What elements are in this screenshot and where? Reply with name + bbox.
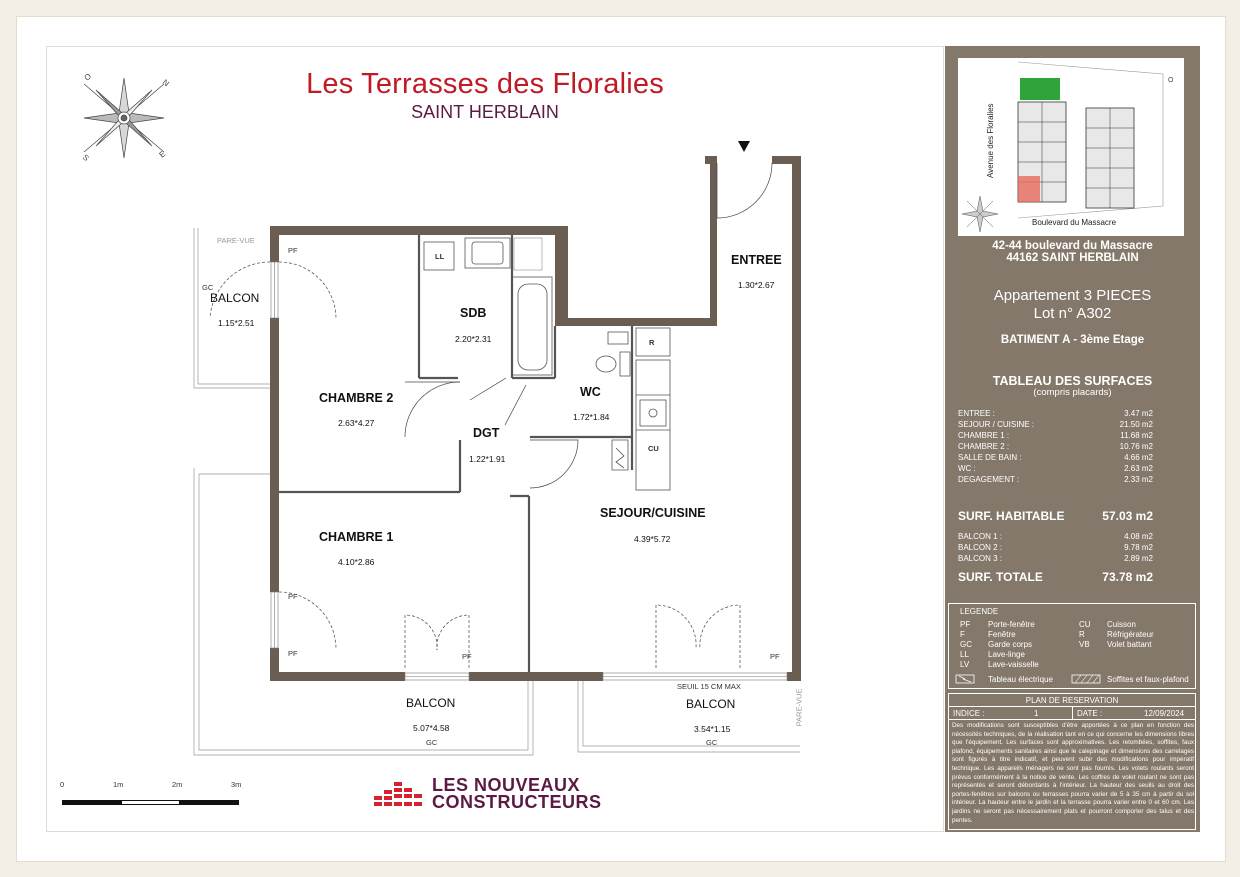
- legend-code: GC: [960, 640, 972, 649]
- dims-sejour: 4.39*5.72: [634, 534, 671, 544]
- scale-tick-0: 0: [60, 780, 65, 789]
- label-seuil: SEUIL 15 CM MAX: [677, 682, 741, 691]
- scale-tick-2: 2m: [172, 780, 183, 789]
- legend: [948, 603, 1196, 689]
- indice-label: INDICE :: [953, 709, 985, 718]
- legend-text: Lave-linge: [988, 650, 1025, 659]
- legend-code: R: [1079, 630, 1085, 639]
- surface-totale: SURF. TOTALE 73.78 m2: [958, 570, 1153, 584]
- scale-bar: [60, 780, 242, 812]
- label-pf-chambre1-side: PF: [288, 592, 298, 601]
- surfaces-subtitle: (compris placards): [1033, 387, 1112, 398]
- page-title: Les Terrasses des Floralies: [306, 68, 664, 100]
- room-chambre-1: CHAMBRE 1: [319, 530, 394, 544]
- surfaces-title: TABLEAU DES SURFACES: [992, 374, 1153, 388]
- room-dgt: DGT: [473, 426, 500, 440]
- label-cuisson: CU: [648, 444, 659, 453]
- dims-dgt: 1.22*1.91: [469, 454, 506, 464]
- reservation-box: [948, 693, 1196, 830]
- room-chambre-2: CHAMBRE 2: [319, 391, 394, 405]
- dims-balcon-1: 1.15*2.51: [218, 318, 255, 328]
- dims-chambre-1: 4.10*2.86: [338, 557, 375, 567]
- balcon-2: BALCON: [406, 696, 456, 710]
- label-pf-sejour: PF: [770, 652, 780, 661]
- legend-text: Réfrigérateur: [1107, 630, 1154, 639]
- legend-code: PF: [960, 620, 971, 629]
- building-floor: BATIMENT A - 3ème Etage: [1000, 334, 1145, 346]
- surface-row: CHAMBRE 2 : 10.76 m2: [958, 442, 1153, 451]
- scale-tick-1: 1m: [113, 780, 124, 789]
- balcon-row: BALCON 1 : 4.08 m2: [958, 532, 1153, 541]
- compass-o: O: [82, 72, 94, 83]
- legend-text: Lave-vaisselle: [988, 660, 1039, 669]
- label-gc-left: GC: [202, 283, 214, 292]
- room-sdb: SDB: [460, 306, 487, 320]
- page-subtitle: SAINT HERBLAIN: [411, 102, 559, 122]
- surface-row: ENTREE : 3.47 m2: [958, 409, 1153, 418]
- address-line-1: 42-44 boulevard du Massacre: [992, 240, 1153, 252]
- label-refrigerateur: R: [649, 338, 655, 347]
- date-value: 12/09/2024: [1144, 709, 1185, 718]
- surface-row: DEGAGEMENT : 2.33 m2: [958, 475, 1153, 484]
- legend-tableau: Tableau électrique: [988, 675, 1053, 684]
- balcon-row: BALCON 3 : 2.89 m2: [958, 554, 1153, 563]
- dims-sdb: 2.20*2.31: [455, 334, 492, 344]
- compass-e: E: [157, 149, 168, 160]
- compass-n: N: [160, 77, 171, 89]
- label-pare-vue-top: PARE-VUE: [217, 236, 255, 245]
- lot-number: Lot n° A302: [1033, 305, 1112, 322]
- legend-code: VB: [1079, 640, 1090, 649]
- dims-entree: 1.30*2.67: [738, 280, 775, 290]
- logo-line-2: CONSTRUCTEURS: [432, 792, 602, 812]
- room-wc: WC: [580, 385, 601, 399]
- disclaimer-text: Des modifications sont susceptibles d'être apportées à ce plan en fonction des nécessités techniques, de la réalisation tant en ce qui concerne les dimensions libres que l'équipement. Les surfaces sont approximatives. Les retombées, soffites, faux plafond, équipements sanitaires ainsi que le calepinage et dimensions des carrelages sont figurés à titre indicatif, et peuvent subir des modifications pour impératif technique. Les appareils ménagers ne sont pas fournis. Les volets roulants seront prévus conformément à la notice de vente. Les coffres de volet roulant ne sont pas représentés et seront débordants à l'intérieur. La hauteur des seuils au droit des portes-fenêtres sur balcons ou terrasses pourra varier de 5 à 35 cm à partir du sol intérieur. La hauteur entre le jardin et la terrasse pourra varier entre 0 et 60 cm. Les jardins ne seront pas nécessairement plats et pourront comporter des talus et des pentes.: [952, 722, 1194, 824]
- surface-row: SEJOUR / CUISINE : 21.50 m2: [958, 420, 1153, 429]
- street-avenue: Avenue des Floralies: [986, 103, 995, 178]
- room-sejour: SEJOUR/CUISINE: [600, 506, 706, 520]
- apartment-type: Appartement 3 PIECES: [993, 287, 1152, 304]
- surface-row: WC : 2.63 m2: [958, 464, 1153, 473]
- balcon-3: BALCON: [686, 697, 736, 711]
- compass-s: S: [80, 152, 91, 163]
- legend-text: Cuisson: [1107, 620, 1136, 629]
- indice-value: 1: [1034, 709, 1039, 718]
- label-pf-chambre2: PF: [288, 246, 298, 255]
- street-boulevard: Boulevard du Massacre: [1032, 218, 1117, 227]
- label-ll: LL: [435, 252, 445, 261]
- label-gc-balcon-3: GC: [706, 738, 718, 747]
- legend-text: Fenêtre: [988, 630, 1016, 639]
- surface-row: SALLE DE BAIN : 4.66 m2: [958, 453, 1153, 462]
- label-pf-chambre1-bottom: PF: [462, 652, 472, 661]
- les-nouveaux-constructeurs-logo-icon: [372, 776, 428, 810]
- legend-text: Garde corps: [988, 640, 1033, 649]
- address-line-2: 44162 SAINT HERBLAIN: [1006, 252, 1139, 264]
- balcon-row: BALCON 2 : 9.78 m2: [958, 543, 1153, 552]
- reservation-meta: [949, 707, 1195, 720]
- dims-balcon-2: 5.07*4.58: [413, 723, 450, 733]
- legend-title: LEGENDE: [960, 607, 999, 616]
- legend-text: Porte-fenêtre: [988, 620, 1035, 629]
- surface-habitable: SURF. HABITABLE 57.03 m2: [958, 509, 1153, 523]
- legend-text: Volet battant: [1107, 640, 1152, 649]
- date-label: DATE :: [1077, 709, 1103, 718]
- logo-line-1: LES NOUVEAUX: [432, 775, 581, 795]
- soffites-hatch-icon: [1071, 674, 1101, 684]
- label-pf-chambre1: PF: [288, 649, 298, 658]
- legend-code: LV: [960, 660, 970, 669]
- legend-code: F: [960, 630, 965, 639]
- svg-text:O: O: [1168, 77, 1174, 84]
- legend-code: CU: [1079, 620, 1091, 629]
- tableau-electrique-icon: [955, 674, 975, 684]
- legend-soffites: Soffites et faux-plafond: [1107, 675, 1189, 684]
- legend-code: LL: [960, 650, 969, 659]
- room-entree: ENTREE: [731, 253, 782, 267]
- scale-tick-3: 3m: [231, 780, 242, 789]
- site-plan-map: [958, 58, 1184, 236]
- balcon-1: BALCON: [210, 291, 260, 305]
- dims-wc: 1.72*1.84: [573, 412, 610, 422]
- surface-row: CHAMBRE 1 : 11.68 m2: [958, 431, 1153, 440]
- reservation-title: PLAN DE RESERVATION: [949, 694, 1195, 707]
- label-pare-vue-right: PARE-VUE: [794, 688, 804, 727]
- dims-chambre-2: 2.63*4.27: [338, 418, 375, 428]
- label-gc-balcon-2: GC: [426, 738, 438, 747]
- dims-balcon-3: 3.54*1.15: [694, 724, 731, 734]
